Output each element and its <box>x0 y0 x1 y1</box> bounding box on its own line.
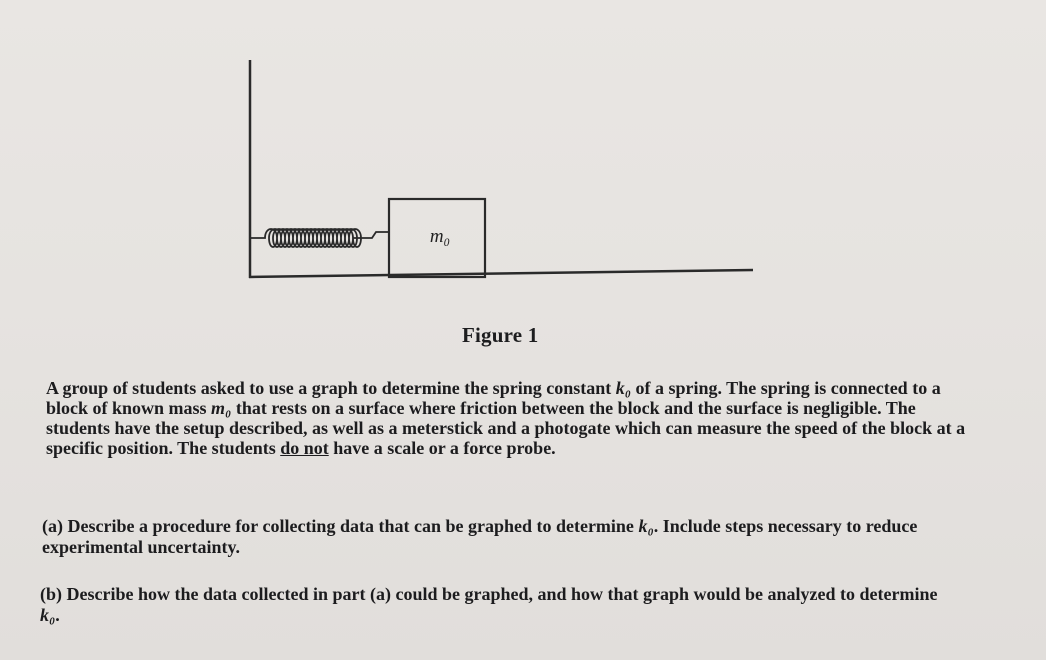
problem-intro <box>46 378 966 458</box>
part-a-verb: Describe <box>67 516 135 536</box>
block-mass-label: m₀ <box>429 226 451 247</box>
part-b-text-2: . <box>55 605 60 625</box>
part-b-k0-symbol: k₀ <box>40 605 56 625</box>
intro-text-4: have a scale or a force probe. <box>328 438 556 458</box>
spring-constant-symbol: k₀ <box>615 378 631 398</box>
intro-text-1: A group of students asked to use a graph to determine the spring constant <box>46 378 616 398</box>
question-part-a <box>42 516 942 558</box>
intro-text-2: of a spring. The spring is connected to a block of known mass <box>46 378 941 418</box>
part-b-prefix: (b) <box>40 584 67 604</box>
intro-text-3: that rests on a surface where friction between the block and the surface is negligible. The students have the setup described, as well as a meterstick and a photogate which can measure the speed of the block at a specific position. The students <box>46 398 966 458</box>
underlined-do-not: do not <box>280 438 329 458</box>
question-part-b <box>40 584 940 626</box>
mass-symbol: m₀ <box>211 398 232 418</box>
part-a-text-2: . Include steps necessary to reduce experimental uncertainty. <box>42 516 918 557</box>
part-a-prefix: (a) <box>42 516 68 536</box>
part-a-k0-symbol: k₀ <box>638 516 654 536</box>
part-b-text-1: how the data collected in part (a) could be graphed, and how that graph would be analyzed to determine <box>133 584 938 604</box>
part-b-verb: Describe <box>66 584 134 604</box>
part-a-text-1: a procedure for collecting data that can be graphed to determine <box>134 516 639 536</box>
figure-caption: Figure 1 <box>462 323 539 347</box>
spring-coil <box>251 229 389 247</box>
floor-line <box>249 270 753 277</box>
